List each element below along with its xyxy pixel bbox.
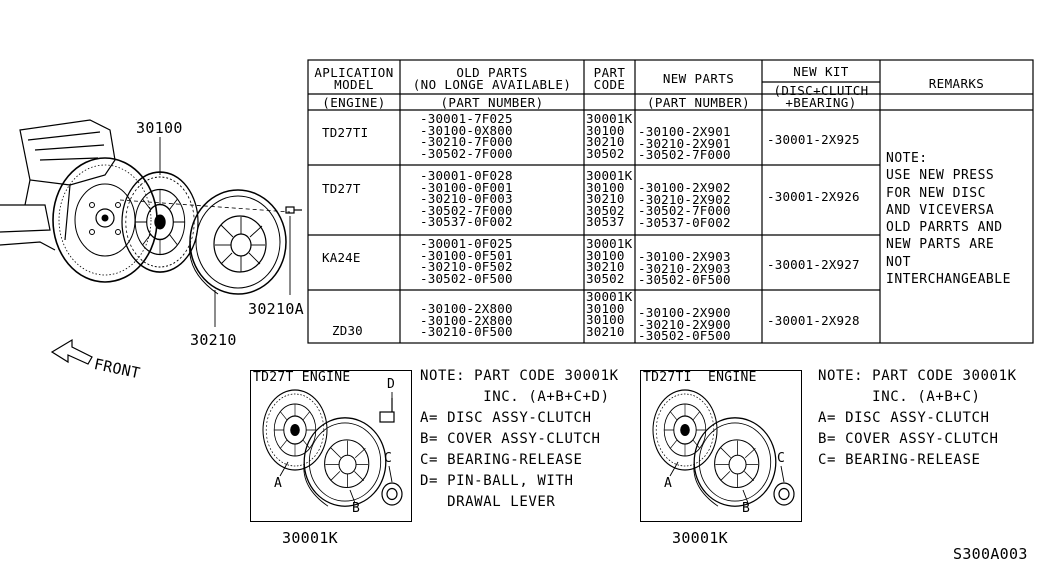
reference-code: S300A003 bbox=[953, 545, 1028, 563]
part-label-30100: 30100 bbox=[136, 119, 183, 137]
row-new-kit: -30001-2X925 bbox=[767, 132, 860, 147]
row-model: TD27TI bbox=[322, 125, 369, 140]
header-new-parts: NEW PARTS bbox=[662, 71, 735, 86]
kit-td27ti-code: 30001K bbox=[672, 529, 728, 547]
row-new-parts: -30100-2X900 -30210-2X900 -30502-0F500 bbox=[638, 305, 731, 344]
callout-b: B bbox=[352, 501, 361, 516]
row-part-code: 30001K 30100 30210 30502 bbox=[586, 111, 633, 161]
row-new-parts: -30100-2X903 -30210-2X903 -30502-0F500 bbox=[638, 249, 731, 288]
header-remarks: REMARKS bbox=[928, 76, 985, 91]
callout-c: C bbox=[777, 451, 786, 466]
callout-a: A bbox=[274, 476, 283, 491]
kit-td27t-code: 30001K bbox=[282, 529, 338, 547]
kit-td27t-box bbox=[250, 370, 412, 522]
row-new-kit: -30001-2X927 bbox=[767, 257, 860, 272]
row-old-parts: -30100-2X800 -30100-2X800 -30210-0F500 bbox=[420, 301, 513, 340]
row-new-parts: -30100-2X902 -30210-2X902 -30502-7F000 -30537-0F002 bbox=[638, 180, 731, 230]
header-old-parts: OLD PARTS (NO LONGE AVAILABLE) bbox=[412, 65, 572, 92]
row-new-parts: -30100-2X901 -30210-2X901 -30502-7F000 bbox=[638, 124, 731, 163]
kit-td27ti-note: NOTE: PART CODE 30001K INC. (A+B+C) A= DISC ASSY-CLUTCH B= COVER ASSY-CLUTCH C= BEARING-RELEASE bbox=[818, 368, 1017, 468]
header-engine: (ENGINE) bbox=[322, 95, 386, 110]
kit-td27t-note: NOTE: PART CODE 30001K INC. (A+B+C+D) A= DISC ASSY-CLUTCH B= COVER ASSY-CLUTCH C= BEARING-RELEASE D= PIN-BALL, WITH DRAWAL LEVER bbox=[420, 368, 619, 510]
callout-d: D bbox=[387, 377, 396, 392]
part-label-30210a: 30210A bbox=[248, 300, 304, 318]
row-old-parts: -30001-7F025 -30100-0X800 -30210-7F000 -30502-7F000 bbox=[420, 111, 513, 161]
row-part-code: 30001K 30100 30100 30210 bbox=[586, 289, 633, 339]
row-new-kit: -30001-2X926 bbox=[767, 189, 860, 204]
row-model: TD27T bbox=[322, 181, 361, 196]
header-old-part-number: (PART NUMBER) bbox=[440, 95, 544, 110]
callout-c: C bbox=[384, 451, 393, 466]
callout-b: B bbox=[742, 501, 751, 516]
row-model: KA24E bbox=[322, 250, 361, 265]
row-part-code: 30001K 30100 30210 30502 30537 bbox=[586, 168, 633, 230]
header-part-code: PART CODE bbox=[593, 65, 626, 92]
header-new-kit: NEW KIT bbox=[793, 64, 849, 79]
row-old-parts: -30001-0F028 -30100-0F001 -30210-0F003 -30502-7F000 -30537-0F002 bbox=[420, 168, 513, 230]
header-application-model: APLICATION MODEL bbox=[314, 65, 394, 92]
row-model: ZD30 bbox=[332, 323, 363, 338]
header-new-kit-contents: (DISC+CLUTCH +BEARING) bbox=[773, 83, 869, 110]
part-label-30210: 30210 bbox=[190, 331, 237, 349]
callout-a: A bbox=[664, 476, 673, 491]
header-new-part-number: (PART NUMBER) bbox=[646, 95, 751, 110]
front-label: FRONT bbox=[92, 355, 142, 383]
row-part-code: 30001K 30100 30210 30502 bbox=[586, 236, 633, 286]
kit-td27ti-box bbox=[640, 370, 802, 522]
row-old-parts: -30001-0F025 -30100-0F501 -30210-0F502 -30502-0F500 bbox=[420, 236, 513, 286]
row-new-kit: -30001-2X928 bbox=[767, 313, 860, 328]
kit-td27ti-title: TD27TI ENGINE bbox=[643, 370, 757, 385]
kit-td27t-title: TD27T ENGINE bbox=[253, 370, 351, 385]
remarks-note: NOTE: USE NEW PRESS FOR NEW DISC AND VICEVERSA OLD PARRTS AND NEW PARTS ARE NOT INTERCHANGEABLE bbox=[886, 151, 1011, 288]
